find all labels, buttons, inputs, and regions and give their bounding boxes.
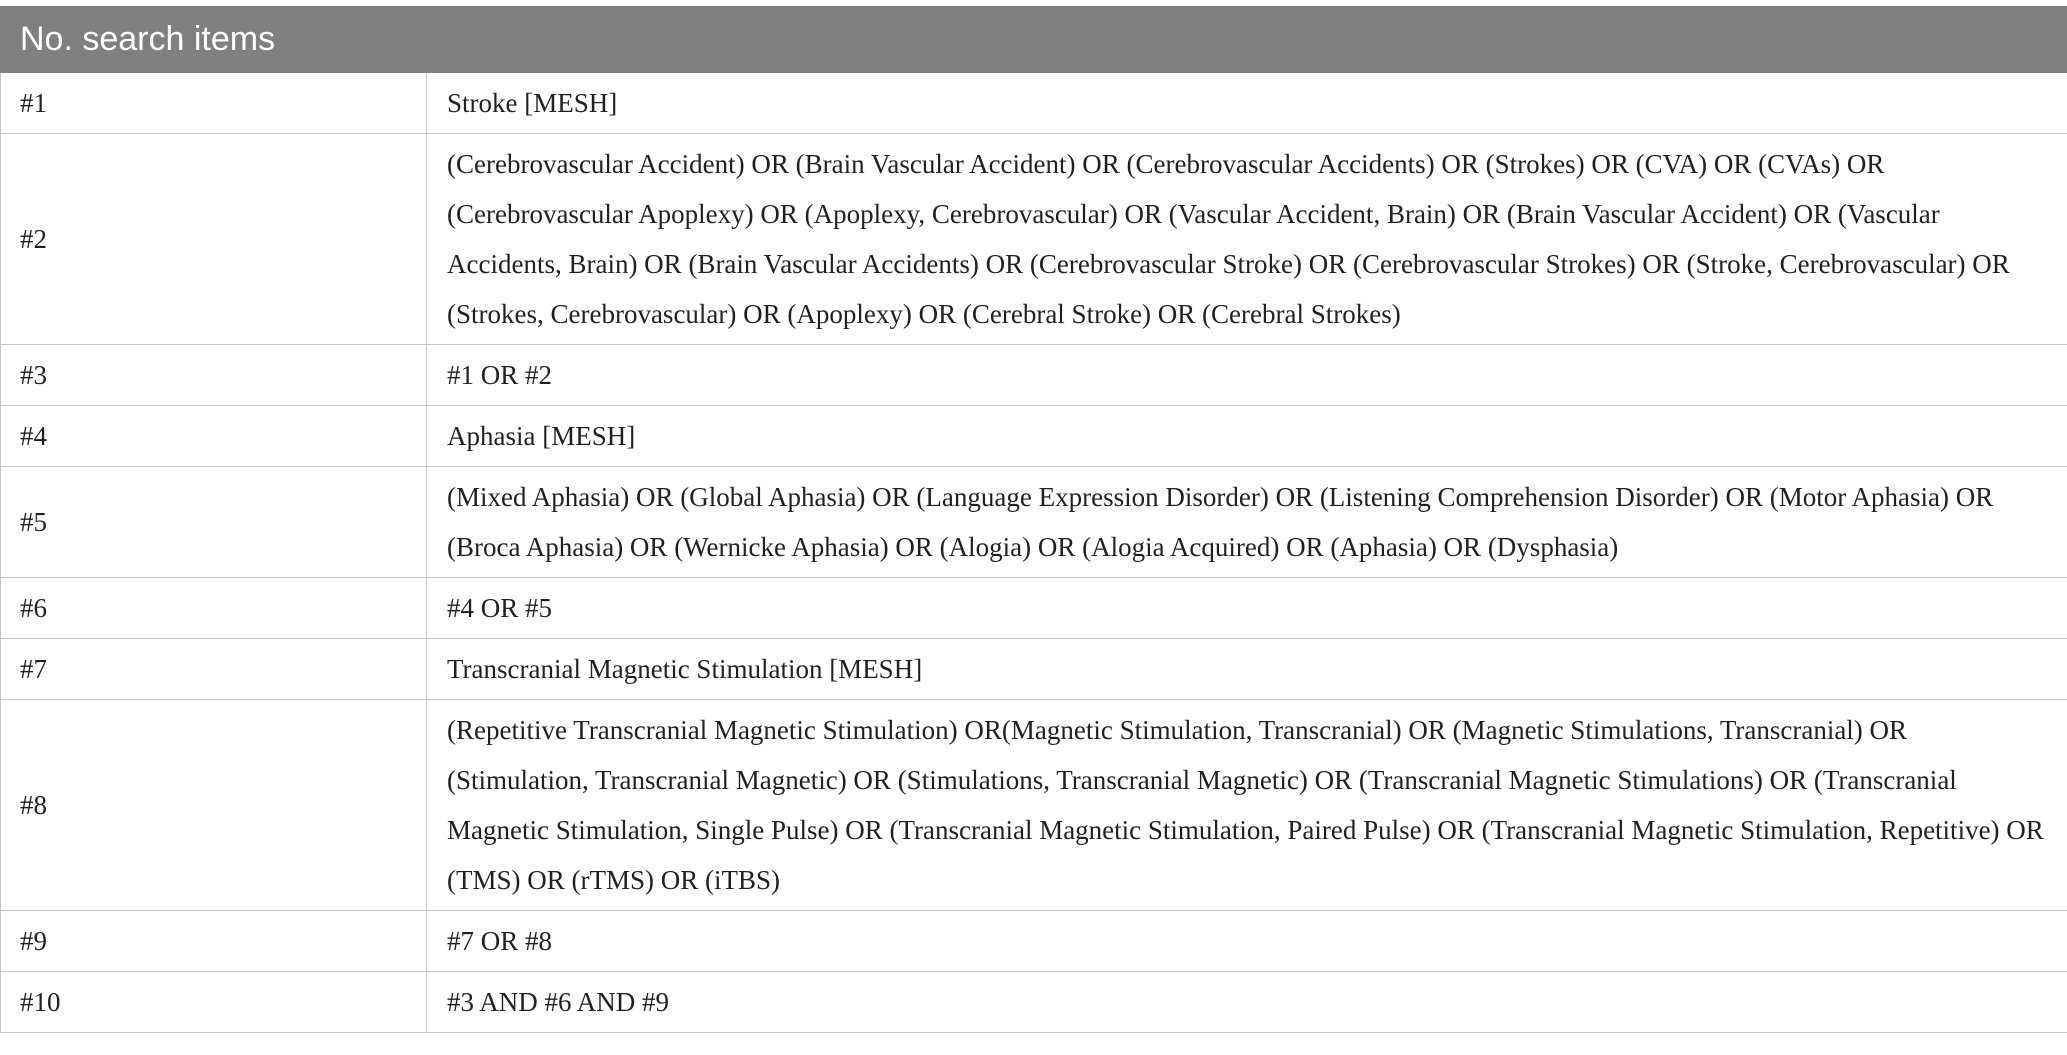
row-number: #5 (1, 467, 427, 578)
search-item: #7 OR #8 (427, 911, 2067, 972)
row-number: #3 (1, 345, 427, 406)
search-strategy-table (0, 6, 2067, 1033)
search-item: #3 AND #6 AND #9 (427, 972, 2067, 1033)
table-row (1, 639, 2067, 700)
search-item: (Repetitive Transcranial Magnetic Stimulation) OR(Magnetic Stimulation, Transcranial) OR (Magnetic Stimulations, Transcranial) OR (Stimulation, Transcranial Magnetic) OR (Stimulations, Transcranial Magnetic) OR (Transcranial Magnetic Stimulations) OR (Transcranial Magnetic Stimulation, Single Pulse) OR (Transcranial Magnetic Stimulation, Paired Pulse) OR (Transcranial Magnetic Stimulation, Repetitive) OR (TMS) OR (rTMS) OR (iTBS) (427, 700, 2067, 911)
search-strategy-table-container (0, 6, 2067, 1033)
row-number: #9 (1, 911, 427, 972)
row-number: #2 (1, 134, 427, 345)
row-number: #8 (1, 700, 427, 911)
table-row (1, 972, 2067, 1033)
table-row (1, 406, 2067, 467)
table-row (1, 911, 2067, 972)
search-item: #4 OR #5 (427, 578, 2067, 639)
table-row (1, 345, 2067, 406)
row-number: #10 (1, 972, 427, 1033)
row-number: #1 (1, 73, 427, 134)
search-item: Transcranial Magnetic Stimulation [MESH] (427, 639, 2067, 700)
search-item: Aphasia [MESH] (427, 406, 2067, 467)
row-number: #4 (1, 406, 427, 467)
table-header: No. search items (1, 7, 2067, 73)
row-number: #6 (1, 578, 427, 639)
table-row (1, 700, 2067, 911)
table-header-row (1, 7, 2067, 73)
search-item: Stroke [MESH] (427, 73, 2067, 134)
table-row (1, 73, 2067, 134)
search-item: (Mixed Aphasia) OR (Global Aphasia) OR (Language Expression Disorder) OR (Listening Comprehension Disorder) OR (Motor Aphasia) OR (Broca Aphasia) OR (Wernicke Aphasia) OR (Alogia) OR (Alogia Acquired) OR (Aphasia) OR (Dysphasia) (427, 467, 2067, 578)
table-row (1, 134, 2067, 345)
search-item: #1 OR #2 (427, 345, 2067, 406)
row-number: #7 (1, 639, 427, 700)
search-item: (Cerebrovascular Accident) OR (Brain Vascular Accident) OR (Cerebrovascular Accidents) OR (Strokes) OR (CVA) OR (CVAs) OR (Cerebrovascular Apoplexy) OR (Apoplexy, Cerebrovascular) OR (Vascular Accident, Brain) OR (Brain Vascular Accident) OR (Vascular Accidents, Brain) OR (Brain Vascular Accidents) OR (Cerebrovascular Stroke) OR (Cerebrovascular Strokes) OR (Stroke, Cerebrovascular) OR (Strokes, Cerebrovascular) OR (Apoplexy) OR (Cerebral Stroke) OR (Cerebral Strokes) (427, 134, 2067, 345)
table-row (1, 578, 2067, 639)
table-row (1, 467, 2067, 578)
